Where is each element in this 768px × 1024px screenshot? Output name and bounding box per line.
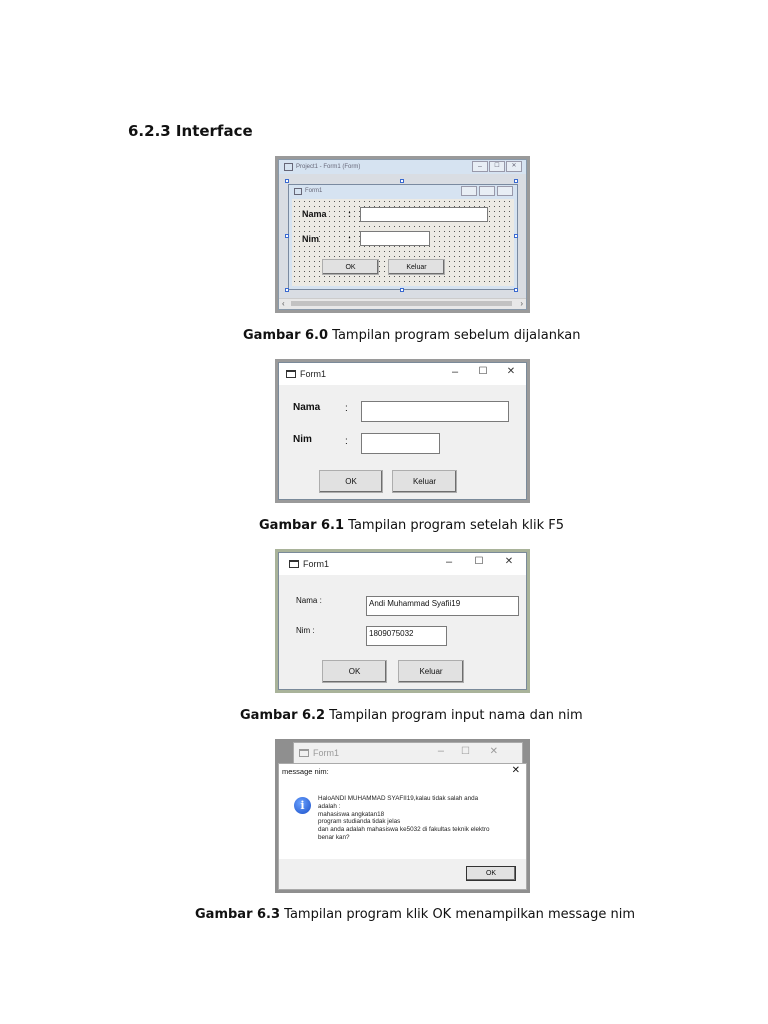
figure-6-1-screenshot [275,359,530,503]
message-text [318,795,490,842]
form1-title: Form1 [300,369,327,379]
maximize-icon [479,186,495,196]
scroll-left-icon[interactable]: ‹ [282,299,285,308]
form1-window [278,362,527,500]
scroll-thumb[interactable] [291,301,512,306]
nim-input[interactable] [360,231,430,246]
keluar-button[interactable]: Keluar [398,660,464,683]
caption-number: Gambar 6.2 [240,708,326,723]
close-icon: ✕ [489,746,498,757]
close-icon[interactable]: ✕ [504,556,514,567]
form1-grid [292,199,514,286]
message-line: mahasiswa angkatan18 [318,810,385,818]
vb-designer-titlebar [279,160,526,174]
nim-colon: : [348,234,351,244]
message-box [278,763,527,890]
figure-6-0-screenshot [275,156,530,313]
form-icon [299,749,309,757]
ok-button[interactable]: OK [319,470,383,493]
horizontal-scrollbar[interactable] [279,298,526,309]
resize-handle-bm[interactable] [400,288,404,292]
form-icon [286,370,296,378]
figure-6-2-caption [240,708,583,723]
nim-colon: : [345,436,348,447]
message-line: HaloANDI MUHAMMAD SYAFII19,kalau tidak salah anda [318,795,479,802]
message-ok-button[interactable]: OK [466,866,516,881]
form1-titlebar [279,553,526,575]
minimize-icon[interactable]: – [451,366,459,378]
message-line: benar kan? [318,833,350,841]
minimize-icon: – [437,745,444,757]
vb-designer-window [278,159,527,310]
maximize-icon[interactable]: ☐ [489,161,505,172]
nim-input[interactable]: 1809075032 [366,626,447,646]
nama-input[interactable] [360,207,488,222]
resize-handle-mr[interactable] [514,234,518,238]
close-icon [497,186,513,196]
minimize-icon [461,186,477,196]
close-icon[interactable]: ✕ [506,161,522,172]
maximize-icon[interactable]: ☐ [478,366,488,377]
ok-button[interactable]: OK [322,259,379,275]
form1-title: Form1 [303,559,330,569]
form1-window [278,552,527,690]
message-line: adalah : [318,802,341,810]
form1-titlebar [279,363,526,385]
nim-input[interactable] [361,433,440,454]
resize-handle-bl[interactable] [285,288,289,292]
close-icon[interactable]: ✕ [511,765,520,776]
section-heading: 6.2.3 Interface [128,122,253,140]
nama-label: Nama [293,402,321,413]
nim-label: Nim [293,434,312,445]
nama-colon: : [348,209,351,219]
resize-handle-tm[interactable] [400,179,404,183]
nim-label: Nim [302,234,320,244]
minimize-icon[interactable]: – [445,556,453,568]
caption-number: Gambar 6.0 [243,328,329,343]
message-line: dan anda adalah mahasiswa ke5032 di fakultas teknik elektro [318,826,490,834]
nama-colon: : [345,403,348,414]
nim-label: Nim : [296,626,315,635]
keluar-button[interactable]: Keluar [392,470,457,493]
caption-text: Tampilan program input nama dan nim [325,708,583,723]
minimize-icon[interactable]: – [472,161,488,172]
message-line: program studianda tidak jelas [318,818,401,826]
maximize-icon: ☐ [461,746,470,757]
figure-6-1-caption [259,518,564,533]
caption-text: Tampilan program klik OK menampilkan message nim [280,907,636,922]
resize-handle-tl[interactable] [285,179,289,183]
form1-design-title: Form1 [305,188,323,194]
keluar-button[interactable]: Keluar [388,259,445,275]
nama-input[interactable]: Andi Muhammad Syafii19 [366,596,519,616]
nama-label: Nama : [296,596,322,605]
maximize-icon[interactable]: ☐ [474,556,484,567]
close-icon[interactable]: ✕ [506,366,516,377]
caption-text: Tampilan program setelah klik F5 [344,518,565,533]
form-icon [294,188,302,195]
nama-label: Nama [302,209,327,219]
form-icon [284,163,293,171]
caption-text: Tampilan program sebelum dijalankan [328,328,581,343]
vb-designer-title: Project1 - Form1 (Form) [296,164,361,170]
scroll-right-icon[interactable]: › [520,299,523,308]
ok-button[interactable]: OK [322,660,387,683]
resize-handle-ml[interactable] [285,234,289,238]
resize-handle-br[interactable] [514,288,518,292]
resize-handle-tr[interactable] [514,179,518,183]
form1-title: Form1 [313,748,340,758]
form1-titlebar [294,743,522,763]
message-box-title: message nim: [282,767,329,776]
caption-number: Gambar 6.3 [195,907,281,922]
message-box-footer [279,859,526,889]
figure-6-2-screenshot [275,549,530,693]
nama-input[interactable] [361,401,509,422]
form1-design-surface[interactable] [288,184,518,290]
form-icon [289,560,299,568]
message-box-titlebar [279,764,526,781]
figure-6-3-caption [195,907,635,922]
info-icon: i [294,797,311,814]
caption-number: Gambar 6.1 [259,518,345,533]
figure-6-3-screenshot [275,739,530,893]
form1-design-titlebar [289,185,517,197]
figure-6-0-caption [243,328,580,343]
